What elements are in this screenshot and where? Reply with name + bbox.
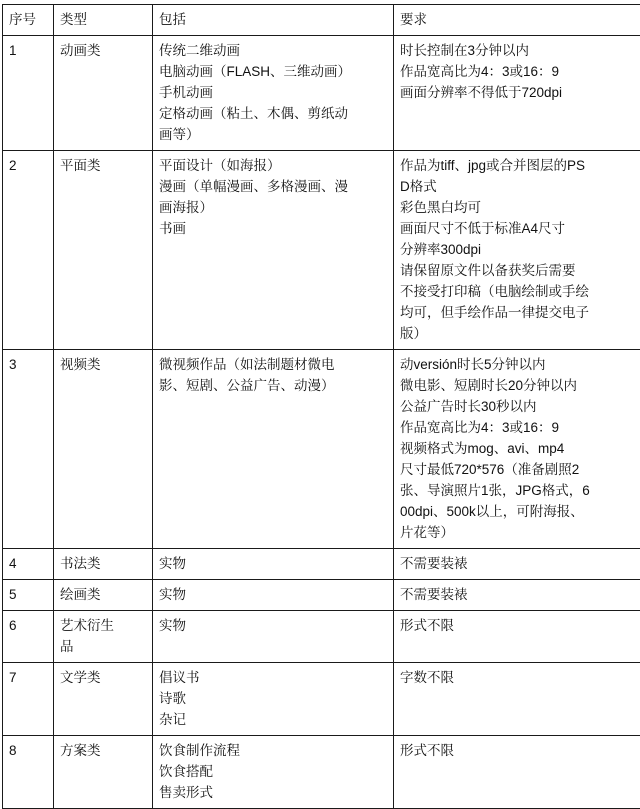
cell-line: 张、导演照片1张，JPG格式，6 xyxy=(400,480,640,501)
cell-include xyxy=(153,36,394,151)
table-row xyxy=(3,36,640,151)
cell-require xyxy=(394,549,640,580)
cell-line: 请保留原文件以备获奖后需要 xyxy=(400,260,640,281)
cell-require xyxy=(394,350,640,549)
cell-line: 作品宽高比为4：3或16：9 xyxy=(400,61,640,82)
cell-type xyxy=(54,580,153,611)
cell-line: 文学类 xyxy=(60,667,146,688)
table-header-row xyxy=(3,5,640,36)
header-cell-type: 类型 xyxy=(54,5,153,36)
cell-line: 实物 xyxy=(159,584,387,605)
cell-type xyxy=(54,36,153,151)
cell-require xyxy=(394,663,640,736)
cell-require xyxy=(394,736,640,809)
cell-line: 形式不限 xyxy=(400,615,640,636)
cell-include xyxy=(153,151,394,350)
cell-line: 时长控制在3分钟以内 xyxy=(400,40,640,61)
cell-line: 书法类 xyxy=(60,553,146,574)
table-row xyxy=(3,350,640,549)
cell-include xyxy=(153,350,394,549)
cell-line: 作品为tiff、jpg或合并图层的PS xyxy=(400,155,640,176)
cell-include xyxy=(153,663,394,736)
cell-line: 方案类 xyxy=(60,740,146,761)
cell-line: 公益广告时长30秒以内 xyxy=(400,396,640,417)
cell-line: 00dpi、500k以上，可附海报、 xyxy=(400,501,640,522)
cell-include xyxy=(153,549,394,580)
cell-line: 尺寸最低720*576（准备剧照2 xyxy=(400,459,640,480)
table-row xyxy=(3,151,640,350)
cell-no: 2 xyxy=(3,151,54,350)
cell-type xyxy=(54,611,153,663)
table-row xyxy=(3,663,640,736)
cell-line: 定格动画（粘土、木偶、剪纸动 xyxy=(159,103,387,124)
cell-line: 均可，但手绘作品一律提交电子 xyxy=(400,302,640,323)
table-row xyxy=(3,580,640,611)
cell-include xyxy=(153,736,394,809)
cell-line: 书画 xyxy=(159,218,387,239)
cell-line: 微视频作品（如法制题材微电 xyxy=(159,354,387,375)
table-row xyxy=(3,611,640,663)
cell-line: 视频类 xyxy=(60,354,146,375)
cell-line: 诗歌 xyxy=(159,688,387,709)
cell-line: 售卖形式 xyxy=(159,782,387,803)
cell-line: 不需要装裱 xyxy=(400,584,640,605)
cell-line: 饮食搭配 xyxy=(159,761,387,782)
requirements-table xyxy=(2,4,640,809)
table-row xyxy=(3,549,640,580)
cell-no: 8 xyxy=(3,736,54,809)
cell-line: 微电影、短剧时长20分钟以内 xyxy=(400,375,640,396)
cell-line: 视频格式为mog、avi、mp4 xyxy=(400,438,640,459)
cell-line: 分辨率300dpi xyxy=(400,239,640,260)
cell-line: 动versión时长5分钟以内 xyxy=(400,354,640,375)
cell-require xyxy=(394,611,640,663)
cell-line: 实物 xyxy=(159,553,387,574)
header-cell-no: 序号 xyxy=(3,5,54,36)
table-row xyxy=(3,736,640,809)
cell-line: 实物 xyxy=(159,615,387,636)
cell-no: 3 xyxy=(3,350,54,549)
cell-line: 手机动画 xyxy=(159,82,387,103)
cell-include xyxy=(153,611,394,663)
cell-line: 版） xyxy=(400,323,640,344)
cell-require xyxy=(394,580,640,611)
cell-no: 7 xyxy=(3,663,54,736)
cell-no: 5 xyxy=(3,580,54,611)
cell-line: 影、短剧、公益广告、动漫） xyxy=(159,375,387,396)
cell-line: 动画类 xyxy=(60,40,146,61)
cell-line: 形式不限 xyxy=(400,740,640,761)
cell-line: D格式 xyxy=(400,176,640,197)
cell-require xyxy=(394,36,640,151)
header-cell-include: 包括 xyxy=(153,5,394,36)
cell-line: 电脑动画（FLASH、三维动画） xyxy=(159,61,387,82)
cell-line: 字数不限 xyxy=(400,667,640,688)
cell-line: 漫画（单幅漫画、多格漫画、漫 xyxy=(159,176,387,197)
cell-line: 平面类 xyxy=(60,155,146,176)
cell-line: 作品宽高比为4：3或16：9 xyxy=(400,417,640,438)
cell-require xyxy=(394,151,640,350)
cell-no: 4 xyxy=(3,549,54,580)
cell-type xyxy=(54,549,153,580)
cell-type xyxy=(54,350,153,549)
cell-line: 彩色黑白均可 xyxy=(400,197,640,218)
cell-include xyxy=(153,580,394,611)
cell-no: 1 xyxy=(3,36,54,151)
cell-type xyxy=(54,151,153,350)
cell-line: 片花等） xyxy=(400,522,640,543)
cell-line: 品 xyxy=(60,636,146,657)
cell-line: 画面分辨率不得低于720dpi xyxy=(400,82,640,103)
cell-line: 平面设计（如海报） xyxy=(159,155,387,176)
cell-line: 艺术衍生 xyxy=(60,615,146,636)
cell-line: 饮食制作流程 xyxy=(159,740,387,761)
cell-line: 传统二维动画 xyxy=(159,40,387,61)
cell-line: 不需要装裱 xyxy=(400,553,640,574)
cell-line: 绘画类 xyxy=(60,584,146,605)
header-cell-require: 要求 xyxy=(394,5,640,36)
table-body xyxy=(3,5,640,809)
cell-line: 杂记 xyxy=(159,709,387,730)
cell-type xyxy=(54,736,153,809)
cell-line: 不接受打印稿（电脑绘制或手绘 xyxy=(400,281,640,302)
cell-no: 6 xyxy=(3,611,54,663)
cell-line: 画等） xyxy=(159,124,387,145)
cell-type xyxy=(54,663,153,736)
cell-line: 画面尺寸不低于标准A4尺寸 xyxy=(400,218,640,239)
cell-line: 倡议书 xyxy=(159,667,387,688)
cell-line: 画海报） xyxy=(159,197,387,218)
